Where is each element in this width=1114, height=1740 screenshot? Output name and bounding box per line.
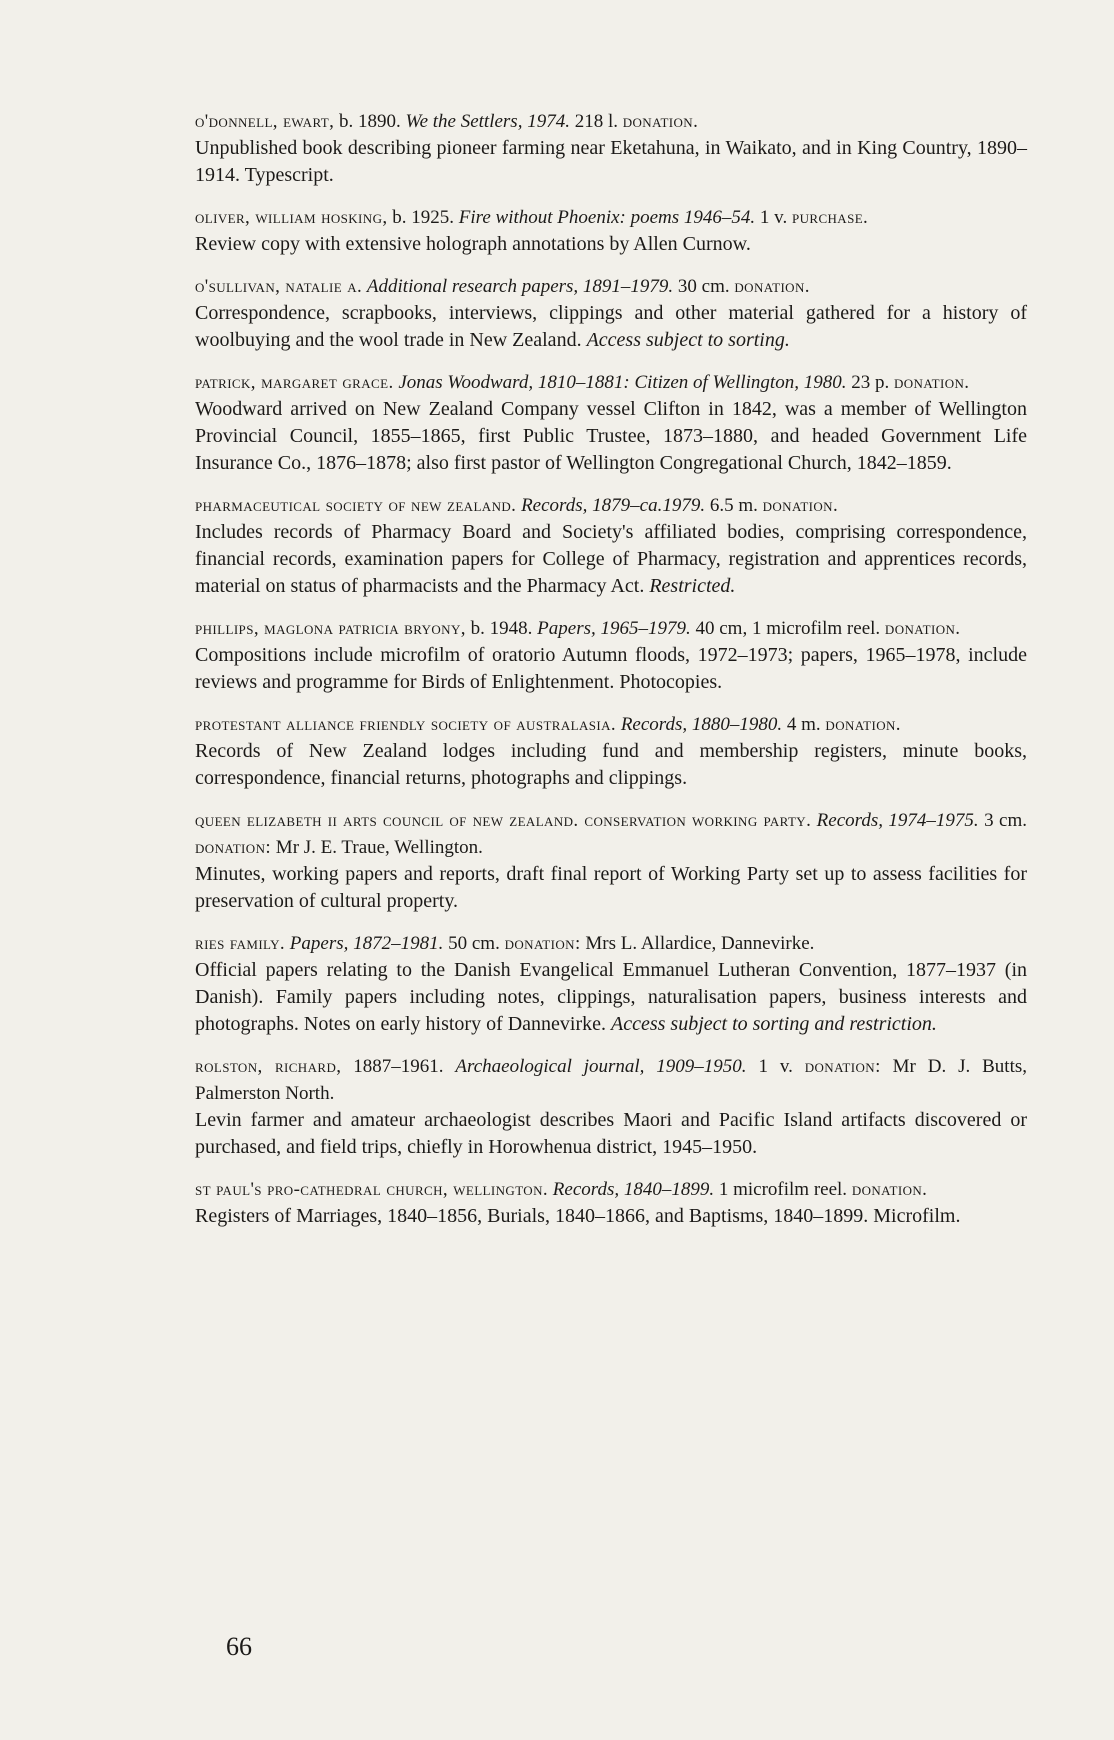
page-number: 66 xyxy=(226,1632,252,1661)
entry-title: Records, 1974–1975. xyxy=(816,810,979,831)
entry-name: o'donnell, ewart, xyxy=(195,111,335,132)
entry-desc-text: Minutes, working papers and reports, draft final report of Working Party set up to assess facilities for preservation of cultural property. xyxy=(195,863,1027,912)
entry-desc-text: Records of New Zealand lodges including fund and membership registers, minute books, correspondence, financial returns, photographs and clippings. xyxy=(195,740,1027,789)
catalogue-entry xyxy=(195,615,1027,696)
entry-name: patrick, margaret grace. xyxy=(195,372,394,393)
entry-description xyxy=(195,642,1027,696)
entry-extent: 6.5 m. xyxy=(705,495,763,516)
entry-title: We the Settlers, 1974. xyxy=(405,111,570,132)
entry-description xyxy=(195,519,1027,600)
entry-pre: b. 1925. xyxy=(387,207,459,228)
catalogue-entry xyxy=(195,108,1027,189)
catalogue-entry xyxy=(195,492,1027,600)
entry-name: st paul's pro-cathedral church, wellington. xyxy=(195,1179,549,1200)
entry-desc-text: Registers of Marriages, 1840–1856, Burials, 1840–1866, and Baptisms, 1840–1899. Microfilm. xyxy=(195,1205,961,1227)
entry-name: pharmaceutical society of new zealand. xyxy=(195,495,517,516)
entry-extent: 1 v. xyxy=(755,207,792,228)
entry-title: Archaeological journal, 1909–1950. xyxy=(455,1056,747,1077)
entry-extent: 4 m. xyxy=(782,714,826,735)
entry-name: ries family. xyxy=(195,933,286,954)
entry-description xyxy=(195,135,1027,189)
entry-donor: Mr D. J. Butts, Palmerston North. xyxy=(195,1056,1027,1104)
entry-desc-text: Compositions include microfilm of oratorio Autumn floods, 1972–1973; papers, 1965–1978, include reviews and programme for Birds of Enlightenment. Photocopies. xyxy=(195,644,1027,693)
entry-extent: 1 v. xyxy=(746,1056,805,1077)
entry-heading xyxy=(195,273,1027,300)
entry-description xyxy=(195,1107,1027,1161)
entry-donor: Mr J. E. Traue, Wellington. xyxy=(271,837,483,858)
entry-acquisition: donation: xyxy=(804,1056,881,1077)
entry-extent: 23 p. xyxy=(846,372,894,393)
entry-acquisition: donation. xyxy=(893,372,970,393)
entry-desc-text: Levin farmer and amateur archaeologist describes Maori and Pacific Island artifacts discovered or purchased, and field trips, chiefly in Horowhenua district, 1945–1950. xyxy=(195,1109,1027,1158)
entry-heading xyxy=(195,492,1027,519)
entry-desc-text: Correspondence, scrapbooks, interviews, clippings and other material gathered for a history of woolbuying and the wool trade in New Zealand. xyxy=(195,302,1027,351)
entry-desc-text: Woodward arrived on New Zealand Company vessel Clifton in 1842, was a member of Wellington Provincial Council, 1855–1865, first Public Trustee, 1873–1880, and headed Government Life Insurance Co., 1876–1878; also first pastor of Wellington Congregational Church, 1842–1859. xyxy=(195,398,1027,474)
entry-desc-text: Official papers relating to the Danish Evangelical Emmanuel Lutheran Convention, 1877–1937 (in Danish). Family papers including notes, clippings, naturalisation papers, business interests and photographs. Notes on early history of Dannevirke. xyxy=(195,959,1027,1035)
entry-title: Fire without Phoenix: poems 1946–54. xyxy=(458,207,756,228)
entry-acquisition: donation: xyxy=(195,837,272,858)
entry-acquisition: purchase. xyxy=(791,207,869,228)
entry-acquisition: donation. xyxy=(884,618,961,639)
entry-pre: 1887–1961. xyxy=(341,1056,456,1077)
entry-title: Papers, 1872–1981. xyxy=(289,933,444,954)
entry-heading xyxy=(195,615,1027,642)
entry-name: protestant alliance friendly society of australasia. xyxy=(195,714,617,735)
entry-desc-text: Review copy with extensive holograph annotations by Allen Curnow. xyxy=(195,233,751,255)
entry-heading xyxy=(195,930,1027,957)
entry-extent: 30 cm. xyxy=(673,276,735,297)
entry-name: phillips, maglona patricia bryony, xyxy=(195,618,466,639)
entry-acquisition: donation. xyxy=(734,276,810,297)
catalogue-entry xyxy=(195,273,1027,354)
entry-extent: 3 cm. xyxy=(978,810,1027,831)
entry-desc-text: Unpublished book describing pioneer farming near Eketahuna, in Waikato, and in King Country, 1890–1914. Typescript. xyxy=(195,137,1027,186)
catalogue-entries xyxy=(195,108,1027,1245)
entry-heading xyxy=(195,711,1027,738)
entry-description xyxy=(195,738,1027,792)
entry-heading xyxy=(195,1176,1027,1203)
entry-name: queen elizabeth ii arts council of new zealand. conservation working party. xyxy=(195,810,812,831)
entry-acquisition: donation. xyxy=(825,714,901,735)
entry-extent: 1 microfilm reel. xyxy=(714,1179,852,1200)
entry-pre: b. 1890. xyxy=(334,111,406,132)
catalogue-entry xyxy=(195,369,1027,477)
entry-title: Records, 1840–1899. xyxy=(552,1179,715,1200)
entry-donor: Mrs L. Allardice, Dannevirke. xyxy=(580,933,815,954)
entry-description xyxy=(195,300,1027,354)
entry-title: Additional research papers, 1891–1979. xyxy=(366,276,674,297)
catalogue-entry xyxy=(195,930,1027,1038)
entry-extent: 50 cm. xyxy=(443,933,505,954)
entry-description xyxy=(195,231,1027,258)
entry-desc-text: Includes records of Pharmacy Board and Society's affiliated bodies, comprising correspondence, financial records, examination papers for College of Pharmacy, registration and apprentices records, material on status of pharmacists and the Pharmacy Act. xyxy=(195,521,1027,597)
catalogue-entry xyxy=(195,711,1027,792)
catalogue-entry xyxy=(195,1053,1027,1161)
entry-title: Jonas Woodward, 1810–1881: Citizen of Wellington, 1980. xyxy=(398,372,847,393)
entry-description xyxy=(195,396,1027,477)
entry-heading xyxy=(195,807,1027,861)
entry-heading xyxy=(195,204,1027,231)
entry-desc-note: Access subject to sorting. xyxy=(586,329,790,351)
entry-heading xyxy=(195,369,1027,396)
entry-description xyxy=(195,957,1027,1038)
entry-acquisition: donation. xyxy=(851,1179,928,1200)
catalogue-entry xyxy=(195,204,1027,258)
entry-title: Papers, 1965–1979. xyxy=(537,618,691,639)
entry-description xyxy=(195,1203,1027,1230)
entry-title: Records, 1880–1980. xyxy=(620,714,783,735)
catalogue-entry xyxy=(195,807,1027,915)
entry-name: o'sullivan, natalie a. xyxy=(195,276,363,297)
entry-extent: 40 cm, 1 microfilm reel. xyxy=(690,618,885,639)
entry-title: Records, 1879–ca.1979. xyxy=(521,495,706,516)
entry-acquisition: donation. xyxy=(622,111,699,132)
entry-extent: 218 l. xyxy=(569,111,623,132)
entry-heading xyxy=(195,1053,1027,1107)
entry-pre: b. 1948. xyxy=(465,618,538,639)
entry-desc-note: Access subject to sorting and restriction. xyxy=(611,1013,937,1035)
entry-acquisition: donation. xyxy=(762,495,839,516)
entry-acquisition: donation: xyxy=(504,933,581,954)
entry-name: rolston, richard, xyxy=(195,1056,342,1077)
entry-name: oliver, william hosking, xyxy=(195,207,388,228)
entry-heading xyxy=(195,108,1027,135)
entry-desc-note: Restricted. xyxy=(649,575,736,597)
entry-description xyxy=(195,861,1027,915)
catalogue-entry xyxy=(195,1176,1027,1230)
